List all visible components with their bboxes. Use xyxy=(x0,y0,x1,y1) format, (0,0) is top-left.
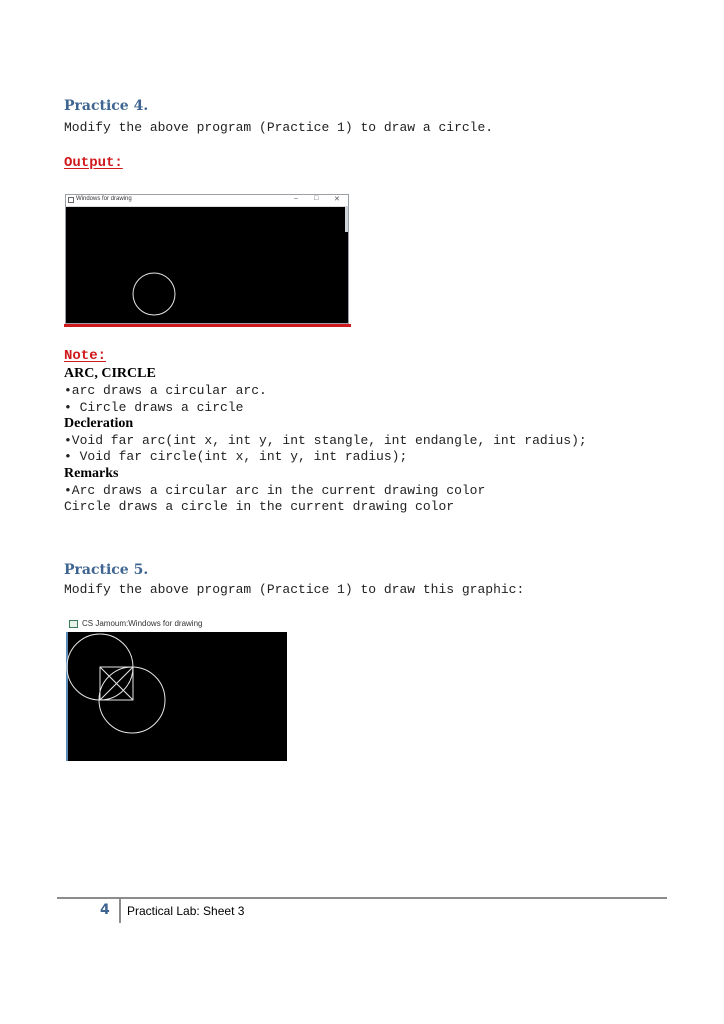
output-window-circle xyxy=(65,194,349,324)
practice5-instruction: Modify the above program (Practice 1) to draw this graphic: xyxy=(64,582,525,597)
practice4-instruction: Modify the above program (Practice 1) to draw a circle. xyxy=(64,120,494,135)
footer-title: Practical Lab: Sheet 3 xyxy=(127,904,245,918)
window-title: CS Jamoum:Windows for drawing xyxy=(82,619,203,628)
remarks-line: •Arc draws a circular arc in the current drawing color xyxy=(64,483,486,498)
remarks-label: Remarks xyxy=(64,466,119,481)
note-line: • Circle draws a circle xyxy=(64,400,244,415)
minimize-icon[interactable]: – xyxy=(294,195,298,202)
output-label: Output: xyxy=(64,155,123,171)
window-title: Windows for drawing xyxy=(76,196,132,202)
output-underline xyxy=(64,324,351,327)
note-label: Note: xyxy=(64,348,107,364)
maximize-icon[interactable]: □ xyxy=(314,195,319,202)
decleration-label: Decleration xyxy=(64,416,134,431)
decleration-line: •Void far arc(int x, int y, int stangle, int endangle, int radius); xyxy=(64,433,587,448)
practice5-heading: Practice 5. xyxy=(64,562,149,578)
remarks-line: Circle draws a circle in the current drawing color xyxy=(64,499,455,514)
note-title: ARC, CIRCLE xyxy=(64,366,156,381)
circle-drawing xyxy=(66,195,350,325)
decleration-line: • Void far circle(int x, int y, int radius); xyxy=(64,449,408,464)
note-line: •arc draws a circular arc. xyxy=(64,383,267,398)
drawn-circle xyxy=(133,273,175,315)
graphic-window xyxy=(66,616,287,761)
graphic-drawing xyxy=(66,616,287,761)
close-icon[interactable]: ✕ xyxy=(334,196,340,203)
footer-rule xyxy=(57,897,667,899)
page-number: 4 xyxy=(100,902,110,918)
footer-divider xyxy=(119,899,121,923)
practice4-heading: Practice 4. xyxy=(64,98,149,114)
